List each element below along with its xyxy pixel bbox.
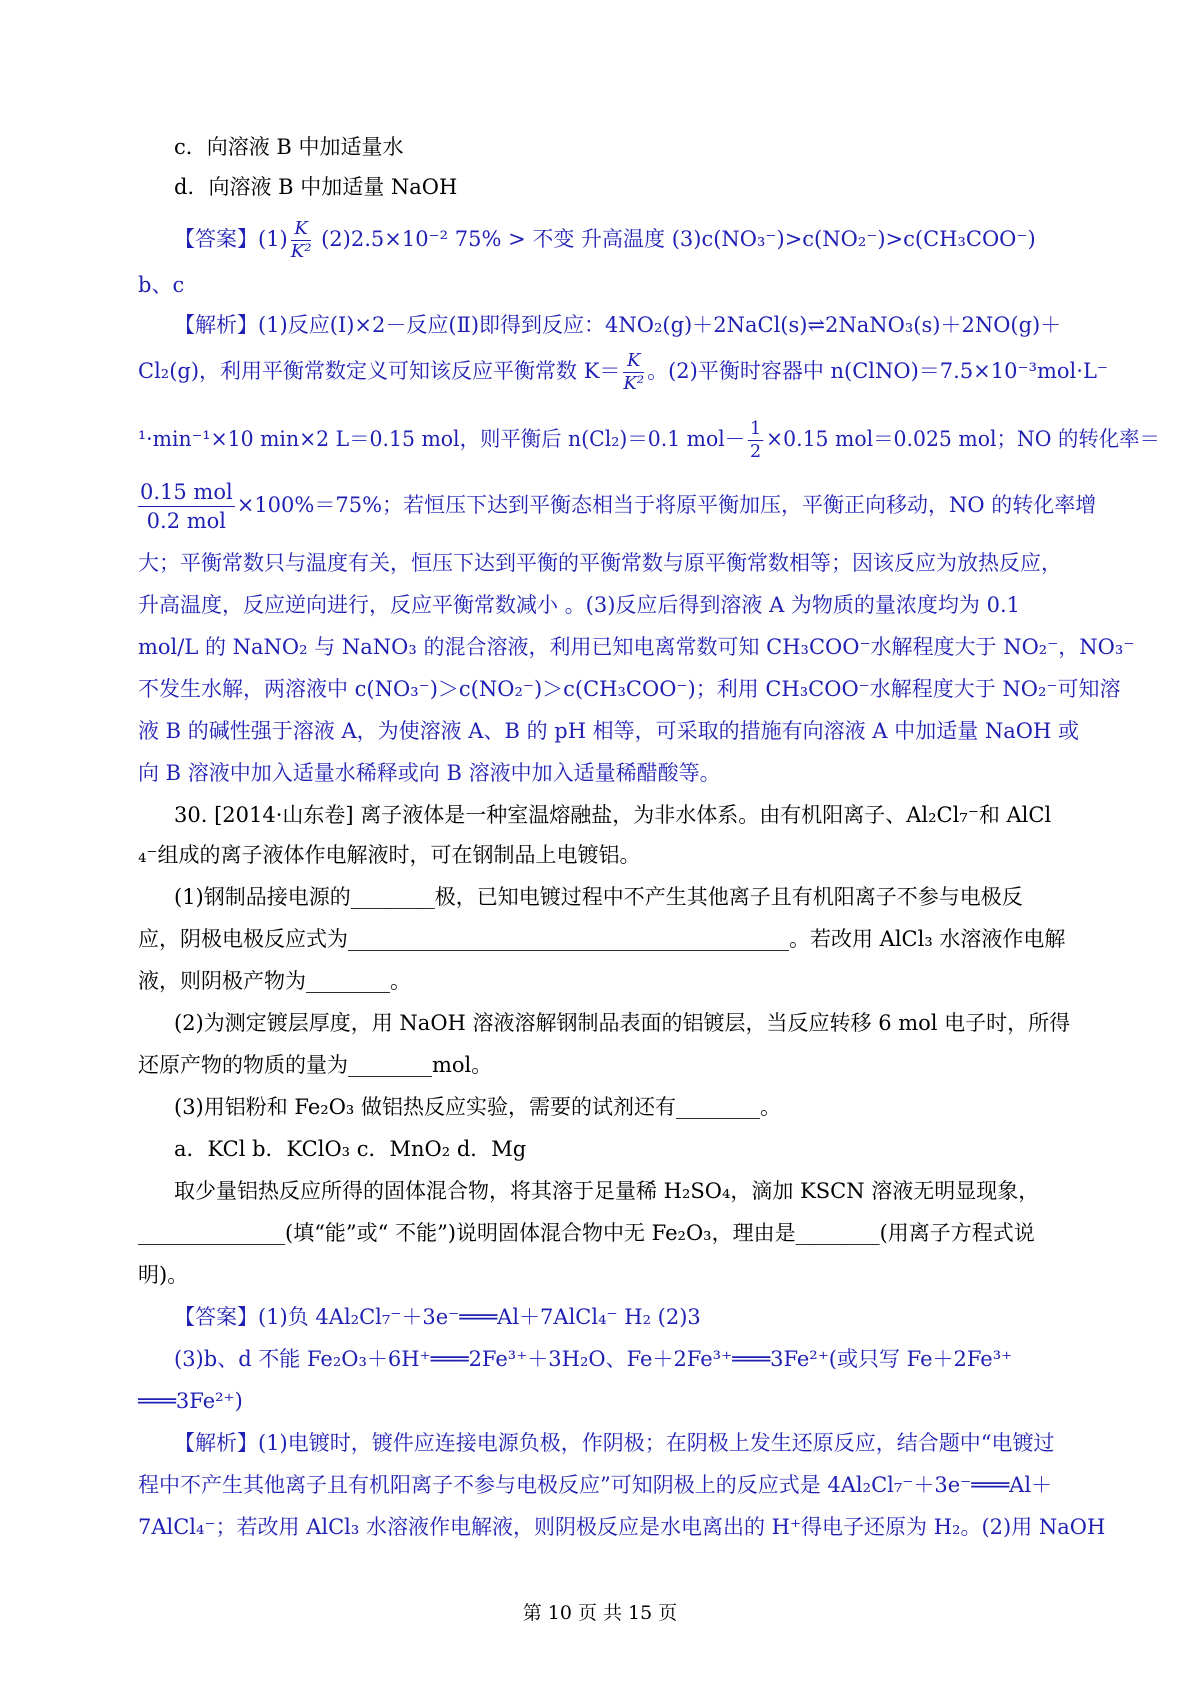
fraction-k-over-k2: [623, 350, 644, 395]
frac-num: K: [291, 218, 312, 241]
explain-line-6: 升高温度，反应逆向进行，反应平衡常数减小 。(3)反应后得到溶液 A 为物质的量浓度均为 0.1: [138, 593, 1021, 617]
explain-line-9: 液 B 的碱性强于溶液 A，为使溶液 A、B 的 pH 相等，可采取的措施有向溶液 A 中加适量 NaOH 或: [138, 719, 1079, 743]
explain-30-line-1: 【解析】(1)电镀时，镀件应连接电源负极，作阴极；在阴极上发生还原反应，结合题中“电镀过: [174, 1431, 1055, 1455]
answer-30-line-3: ═══3Fe²⁺): [138, 1389, 243, 1413]
question-30-line-3: (1)钢制品接电源的________极，已知电镀过程中不产生其他离子且有机阳离子不参与电极反: [174, 885, 1023, 909]
explain-text: ×100%＝75%；若恒压下达到平衡态相当于将原平衡加压，平衡正向移动，NO 的转化率增: [236, 493, 1097, 517]
option-d: d．向溶液 B 中加适量 NaOH: [174, 175, 458, 199]
answer-rest: (2)2.5×10⁻² 75% > 不变 升高温度 (3)c(NO₃⁻)>c(NO₂⁻)>c(CH₃COO⁻): [314, 227, 1036, 251]
explain-line-7: mol/L 的 NaNO₂ 与 NaNO₃ 的混合溶液，利用已知电离常数可知 CH₃COO⁻水解程度大于 NO₂⁻，NO₃⁻: [138, 635, 1135, 659]
frac-den: 0.2 mol: [146, 509, 227, 533]
question-30-line-6: (2)为测定镀层厚度，用 NaOH 溶液溶解钢制品表面的铝镀层，当反应转移 6 mol 电子时，所得: [174, 1011, 1071, 1035]
explain-line-4: [138, 478, 1096, 535]
explain-30-line-2: 程中不产生其他离子且有机阳离子不参与电极反应”可知阴极上的反应式是 4Al₂Cl₇⁻＋3e⁻═══Al＋: [138, 1473, 1053, 1497]
fraction-one-half: [748, 418, 763, 463]
explain-line-8: 不发生水解，两溶液中 c(NO₃⁻)＞c(NO₂⁻)＞c(CH₃COO⁻)；利用 CH₃COO⁻水解程度大于 NO₂⁻可知溶: [138, 677, 1121, 701]
question-30-line-11: ______________(填“能”或“ 不能”)说明固体混合物中无 Fe₂O₃，理由是________(用离子方程式说: [138, 1221, 1035, 1245]
fraction-k-over-k2: [291, 218, 312, 263]
answer-line-1: [174, 218, 1036, 263]
explain-line-5: 大；平衡常数只与温度有关，恒压下达到平衡的平衡常数与原平衡常数相等；因该反应为放热反应，: [138, 551, 1062, 575]
explain-text: ¹·min⁻¹×10 min×2 L＝0.15 mol，则平衡后 n(Cl₂)＝0.1 mol－: [138, 427, 746, 451]
answer-30-line-1: 【答案】(1)负 4Al₂Cl₇⁻＋3e⁻═══Al＋7AlCl₄⁻ H₂ (2)3: [174, 1305, 701, 1329]
question-30-line-7: 还原产物的物质的量为________mol。: [138, 1053, 493, 1077]
frac-num: 1: [750, 418, 762, 439]
frac-num: K: [623, 350, 644, 373]
fraction-conversion: [138, 478, 235, 535]
frac-den: K²: [290, 241, 312, 262]
explain-text: 。(2)平衡时容器中 n(ClNO)＝7.5×10⁻³mol·L⁻: [647, 359, 1108, 383]
frac-num: 0.15 mol: [138, 478, 235, 507]
explain-text: Cl₂(g)，利用平衡常数定义可知该反应平衡常数 K＝: [138, 359, 621, 383]
question-30-line-1: 30. [2014·山东卷] 离子液体是一种室温熔融盐，为非水体系。由有机阳离子、Al₂Cl₇⁻和 AlCl: [174, 803, 1052, 827]
explain-line-2: [138, 350, 1108, 395]
explain-30-line-3: 7AlCl₄⁻；若改用 AlCl₃ 水溶液作电解液，则阴极反应是水电离出的 H⁺得电子还原为 H₂。(2)用 NaOH: [138, 1515, 1106, 1539]
question-30-line-4: 应，阴极电极反应式为__________________________________________。若改用 AlCl₃ 水溶液作电解: [138, 927, 1066, 951]
explain-line-1: 【解析】(1)反应(Ⅰ)×2－反应(Ⅱ)即得到反应：4NO₂(g)＋2NaCl(s)⇌2NaNO₃(s)＋2NO(g)＋: [174, 313, 1062, 337]
question-30-line-5: 液，则阴极产物为________。: [138, 969, 411, 993]
question-30-line-9: a．KCl b．KClO₃ c．MnO₂ d．Mg: [174, 1137, 527, 1161]
explain-text: ×0.15 mol＝0.025 mol；NO 的转化率＝: [766, 427, 1160, 451]
question-30-line-2: ₄⁻组成的离子液体作电解液时，可在钢制品上电镀铝。: [138, 843, 641, 867]
frac-den: 2: [750, 441, 762, 462]
frac-den: K²: [623, 373, 645, 394]
explain-line-3: [138, 418, 1160, 463]
question-30-line-12: 明)。: [138, 1263, 189, 1287]
explain-line-10: 向 B 溶液中加入适量水稀释或向 B 溶液中加入适量稀醋酸等。: [138, 761, 721, 785]
answer-line-1-cont: b、c: [138, 273, 185, 297]
answer-30-line-2: (3)b、d 不能 Fe₂O₃＋6H⁺═══2Fe³⁺＋3H₂O、Fe＋2Fe³⁺═══3Fe²⁺(或只写 Fe＋2Fe³⁺: [174, 1347, 1013, 1371]
question-30-line-10: 取少量铝热反应所得的固体混合物，将其溶于足量稀 H₂SO₄，滴加 KSCN 溶液无明显现象，: [174, 1179, 1040, 1203]
page-footer: 第 10 页 共 15 页: [522, 1602, 678, 1624]
answer-label: 【答案】(1): [174, 227, 288, 251]
option-c: c．向溶液 B 中加适量水: [174, 135, 404, 159]
question-30-line-8: (3)用铝粉和 Fe₂O₃ 做铝热反应实验，需要的试剂还有________。: [174, 1095, 781, 1119]
